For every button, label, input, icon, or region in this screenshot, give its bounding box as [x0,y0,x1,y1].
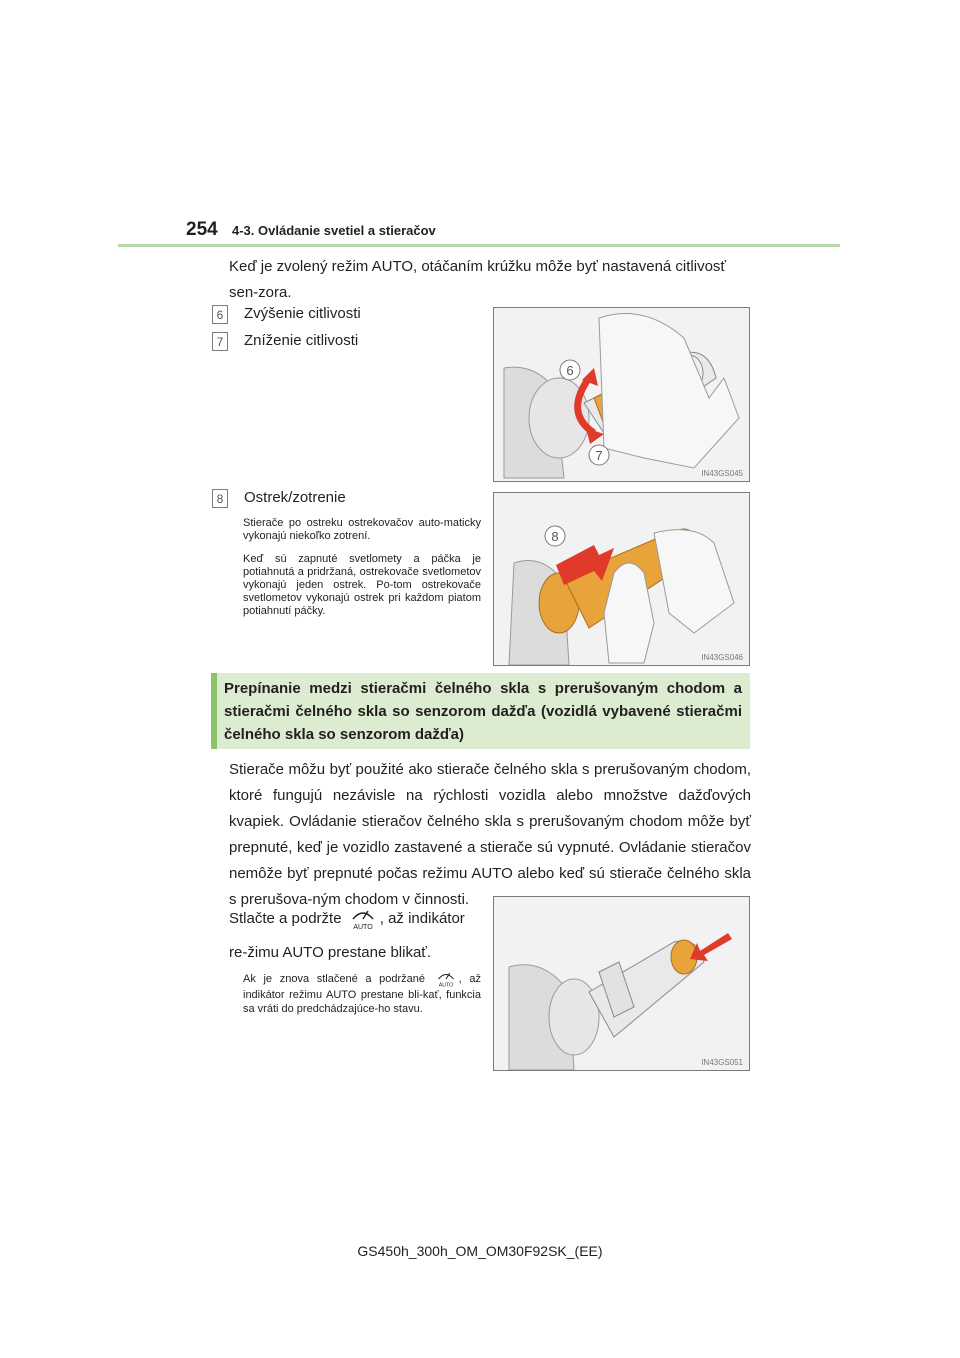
item-label-washer: Ostrek/zotrenie [244,489,346,506]
intro-paragraph: Keď je zvolený režim AUTO, otáčaním krúžku môže byť nastavená citlivosť sen-zora. [229,258,727,301]
washer-note-2: Keď sú zapnuté svetlomety a páčka je potiahnutá a pridržaná, ostrekovače svetlometov vykonajú jeden ostrek. Po-tom ostrekovače svetlometov vykonajú ostrek pri každom piatom potiahnutí páčky. [243,553,481,617]
section-heading: Prepínanie medzi stieračmi čelného skla s prerušovaným chodom a stieračmi čelného skla so senzorom dažďa (vozidlá vybavené stieračmi čelného skla so senzorom dažďa) [224,680,742,743]
note-start: Ak je znova stlačené a podržané [243,972,425,985]
auto-button-illustration [494,897,749,1070]
note-end: , až indikátor režimu AUTO prestane bli-kať, funkcia sa vráti do predchádzajúce-ho stavu. [243,972,482,1015]
item-number-7: 7 [212,332,228,351]
header-divider [118,244,840,247]
washer-lever-illustration [494,493,749,665]
wiper-lever-illustration [494,308,749,481]
figure-code: IN43GS051 [701,1058,743,1067]
section-heading-accent [211,673,217,749]
instruction [229,902,487,970]
figure-code: IN43GS045 [701,469,743,478]
figure-code: IN43GS046 [701,653,743,662]
item-label-increase: Zvýšenie citlivosti [244,305,361,322]
body-paragraph: Stierače môžu byť použité ako stierače čelného skla s prerušovaným chodom, ktoré fungujú nezávisle na rýchlosti vozidla alebo množstve dažďových kvapiek. Ovládanie stieračov čelného skla s prerušovaným chodom môže byť prepnuté, keď je vozidlo zastavené a stierače sú vypnuté. Ovládanie stieračov nemôže byť prepnuté počas režimu AUTO alebo keď sú stierače čelného skla s prerušova-ným chodom v činnosti. [229,761,751,908]
callout-7: 7 [595,448,603,463]
callout-6: 6 [566,363,574,378]
figure-washer [493,492,750,666]
instruction-start: Stlačte a podržte [229,910,342,927]
figure-sensitivity-ring [493,307,750,482]
item-number-8: 8 [212,489,228,508]
wiper-auto-icon-label: AUTO [438,982,453,988]
wiper-auto-icon [433,970,459,988]
instruction-end: , až indikátor re-žimu AUTO prestane blikať. [229,910,465,961]
washer-note-1: Stierače po ostreku ostrekovačov auto-maticky vykonajú niekoľko zotrení. [243,517,481,542]
page-number: 254 [186,219,218,240]
callout-8: 8 [551,529,559,544]
item-number-6: 6 [212,305,228,324]
footer-doc-code: GS450h_300h_OM_OM30F92SK_(EE) [357,1243,603,1259]
wiper-auto-icon [346,907,380,931]
note [243,970,481,1016]
figure-auto-button [493,896,750,1071]
item-label-decrease: Zníženie citlivosti [244,332,359,349]
section-title: 4-3. Ovládanie svetiel a stieračov [232,223,436,238]
wiper-auto-icon-label: AUTO [353,924,373,932]
